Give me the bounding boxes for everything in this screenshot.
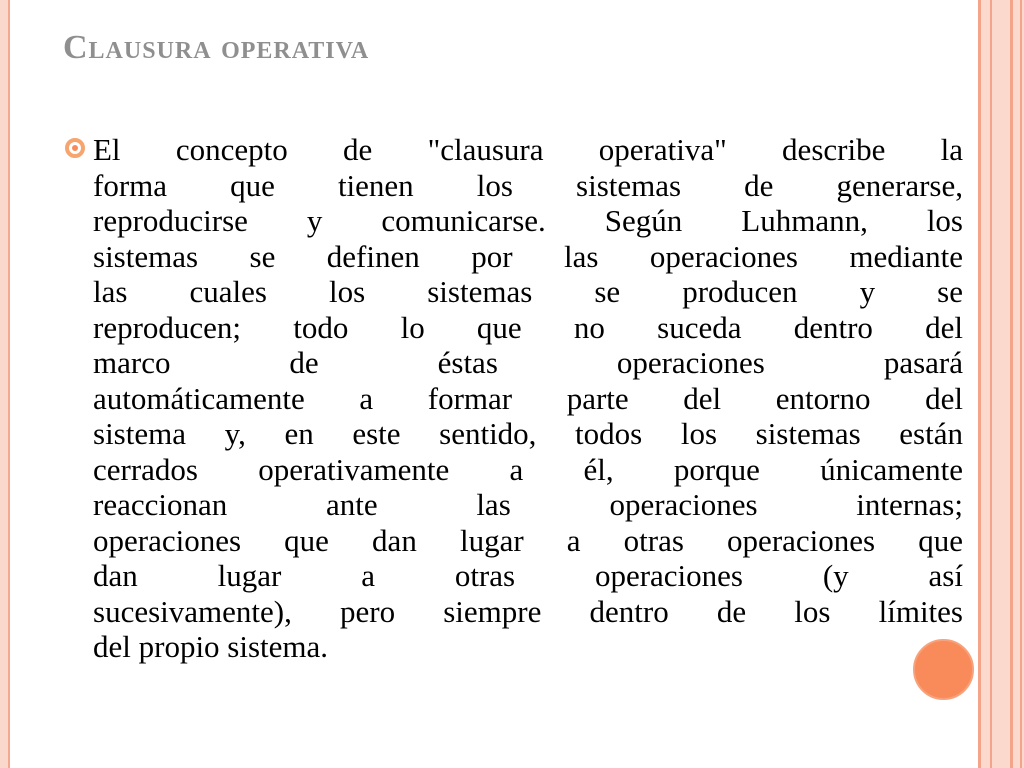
body-line: sucesivamente), pero siempre dentro de los límites: [93, 593, 963, 629]
body-line: El concepto de "clausura operativa" describe la: [93, 132, 963, 167]
body-line: reaccionan ante las operaciones internas;: [93, 487, 963, 522]
slide-body-paragraph: [93, 132, 963, 665]
body-line: operaciones que dan lugar a otras operaciones que: [93, 522, 963, 558]
body-line: reproducirse y comunicarse. Según Luhmann, los: [93, 203, 963, 238]
body-line: reproducen; todo lo que no suceda dentro del: [93, 309, 963, 345]
body-line: marco de éstas operaciones pasará: [93, 345, 963, 380]
body-line: del propio sistema.: [93, 629, 329, 664]
slide-title: Clausura operativa: [63, 29, 370, 66]
body-line: cerrados operativamente a él, porque únicamente: [93, 451, 963, 487]
left-decorative-border: [0, 0, 10, 768]
right-decorative-stripes: [978, 0, 1024, 768]
body-line: sistema y, en este sentido, todos los sistemas están: [93, 416, 963, 451]
body-line: las cuales los sistemas se producen y se: [93, 274, 963, 309]
body-line: forma que tienen los sistemas de generarse,: [93, 167, 963, 203]
stripe: [1020, 0, 1022, 768]
body-line: dan lugar a otras operaciones (y así: [93, 558, 963, 593]
body-line: automáticamente a formar parte del entorno del: [93, 380, 963, 416]
body-line: sistemas se definen por las operaciones mediante: [93, 238, 963, 274]
stripe: [1010, 0, 1013, 768]
stripe: [978, 0, 981, 768]
decorative-orange-circle: [913, 639, 974, 700]
stripe: [990, 0, 992, 768]
bullet-icon: [64, 137, 86, 159]
